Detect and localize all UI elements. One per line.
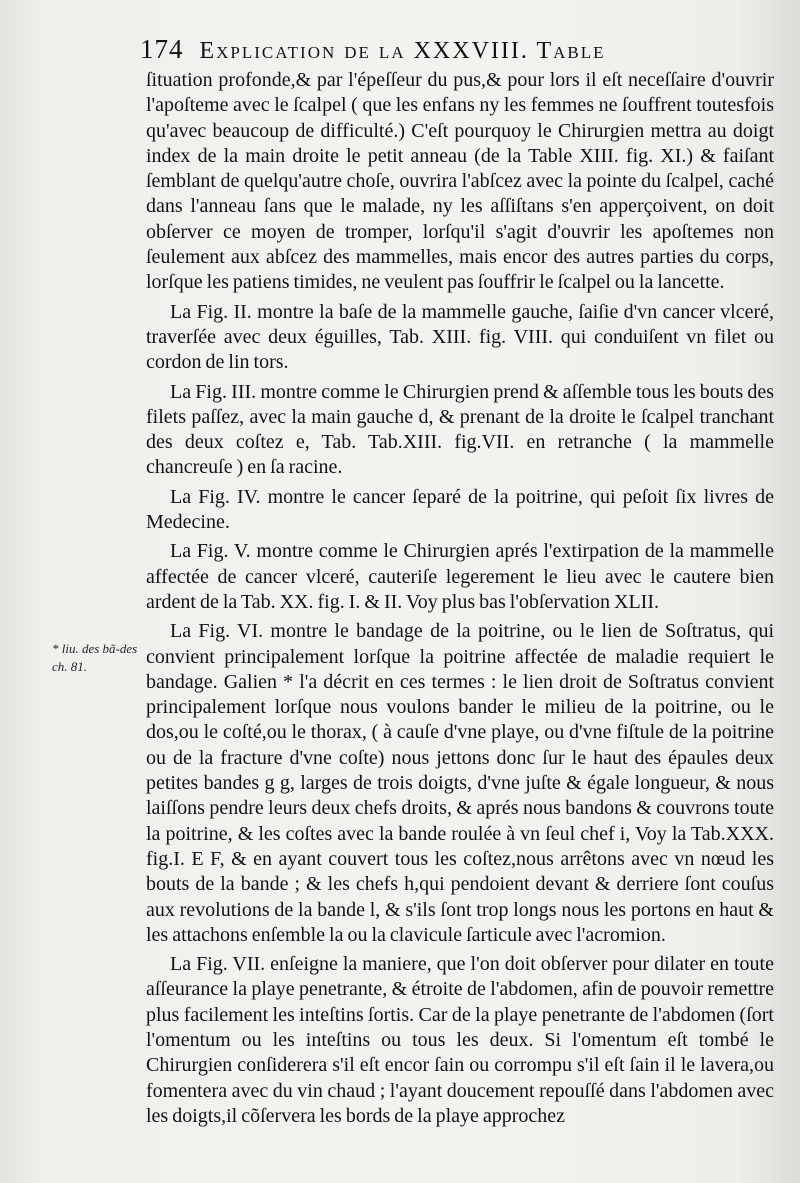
paragraph-fig-3: La Fig. III. montre comme le Chirurgien prend & aſſemble tous les bouts des filets paſſez, avec la main gauche d, & prenant de la droite le ſcalpel tranchant des deux coſtez e, Tab. Tab.XIII. fig.VII. en retranche ( la mammelle chancreuſe ) en ſa racine.	[146, 380, 774, 479]
page-number: 174	[140, 34, 184, 64]
running-title: Explication de la XXXVIII. Table	[199, 38, 606, 64]
margin-note: * liu. des bã-des ch. 81.	[52, 641, 138, 674]
paragraph-fig-2: La Fig. II. montre la baſe de la mammelle gauche, ſaiſie d'vn cancer vlceré, traverſée avec deux éguilles, Tab. XIII. fig. VIII. qui conduiſent vn filet ou cordon de lin tors.	[146, 300, 774, 374]
paragraph-fig-7: La Fig. VII. enſeigne la maniere, que l'on doit obſerver pour dilater en toute aſſeurance la playe penetrante, & étroite de l'abdomen, afin de pouvoir remettre plus facilement les inteſtins ſortis. Car de la playe penetrante de l'abdomen (ſort l'omentum ou les inteſtins ou tous les deux. Si l'omentum eſt tombé le Chirurgien conſiderera s'il eſt encor ſain ou corrompu s'il eſt ſain il le lavera,ou fomentera avec du vin chaud ; l'ayant doucement repouſſé dans l'abdomen avec les doigts,il cõſervera les bords de la playe approchez	[146, 953, 774, 1127]
paragraph-continuation: ſituation profonde,& par l'épeſſeur du pus,& pour lors il eſt neceſſaire d'ouvrir l'apoſteme avec le ſcalpel ( que les enfans ny les femmes ne ſouffrent toutesfois qu'avec beaucoup de difficulté.) C'eſt pourquoy le Chirurgien mettra au doigt index de la main droite le petit anneau (de la Table XIII. fig. XI.) & faiſant ſemblant de quelqu'autre choſe, ouvrira l'abſcez avec la pointe du ſcalpel, caché dans l'anneau ſans que le malade, ny les aſſiſtans s'en apperçoivent, on doit obſerver ce moyen de tromper, lorſqu'il s'agit d'ouvrir les apoſtemes non ſeulement aux abſcez des mammelles, mais encor des autres parties du corps, lorſque les patiens timides, ne veulent pas ſouffrir le ſcalpel ou la lancette.	[146, 69, 774, 294]
paragraph-fig-4: La Fig. IV. montre le cancer ſeparé de la poitrine, qui peſoit ſix livres de Medecine.	[146, 485, 774, 534]
paragraph-fig-6: La Fig. VI. montre le bandage de la poitrine, ou le lien de Soſtratus, qui convient principalement lorſque la poitrine affectée de maladie requiert le bandage. Galien * l'a décrit en ces termes : le lien droit de Soſtratus convient principalement lorſque nous voulons bander le milieu de la poitrine, ou le dos,ou le coſté,ou le thorax, ( à cauſe d'vne playe, ou d'vne fiſtule de la poitrine ou de la fracture d'vne coſte) nous jettons donc ſur le haut des épaules deux petites bandes g g, larges de trois doigts, d'vne juſte & égale longueur, & nous laiſſons pendre leurs deux chefs droits, & aprés nous bandons & couvrons toute la poitrine, & les coſtes avec la bande roulée à vn ſeul chef i, Voy la Tab.XXX. fig.I. E F, & en ayant couvert tous les coſtez,nous arrêtons avec vn nœud les bouts de la bande ; & les chefs h,qui pendoient devant & derriere ſont couſus aux revolutions de la bande l, & s'ils ſont trop longs nous les portons en haut & les attachons enſemble la ou la clavicule ſarticule avec l'acromion.	[146, 620, 774, 946]
paragraph-fig-5: La Fig. V. montre comme le Chirurgien aprés l'extirpation de la mammelle affectée de cancer vlceré, cauteriſe legerement le lieu avec le cautere bien ardent de la Tab. XX. fig. I. & II. Voy plus bas l'obſervation XLII.	[146, 540, 774, 613]
text-body	[146, 68, 774, 1129]
page-header	[140, 34, 780, 68]
